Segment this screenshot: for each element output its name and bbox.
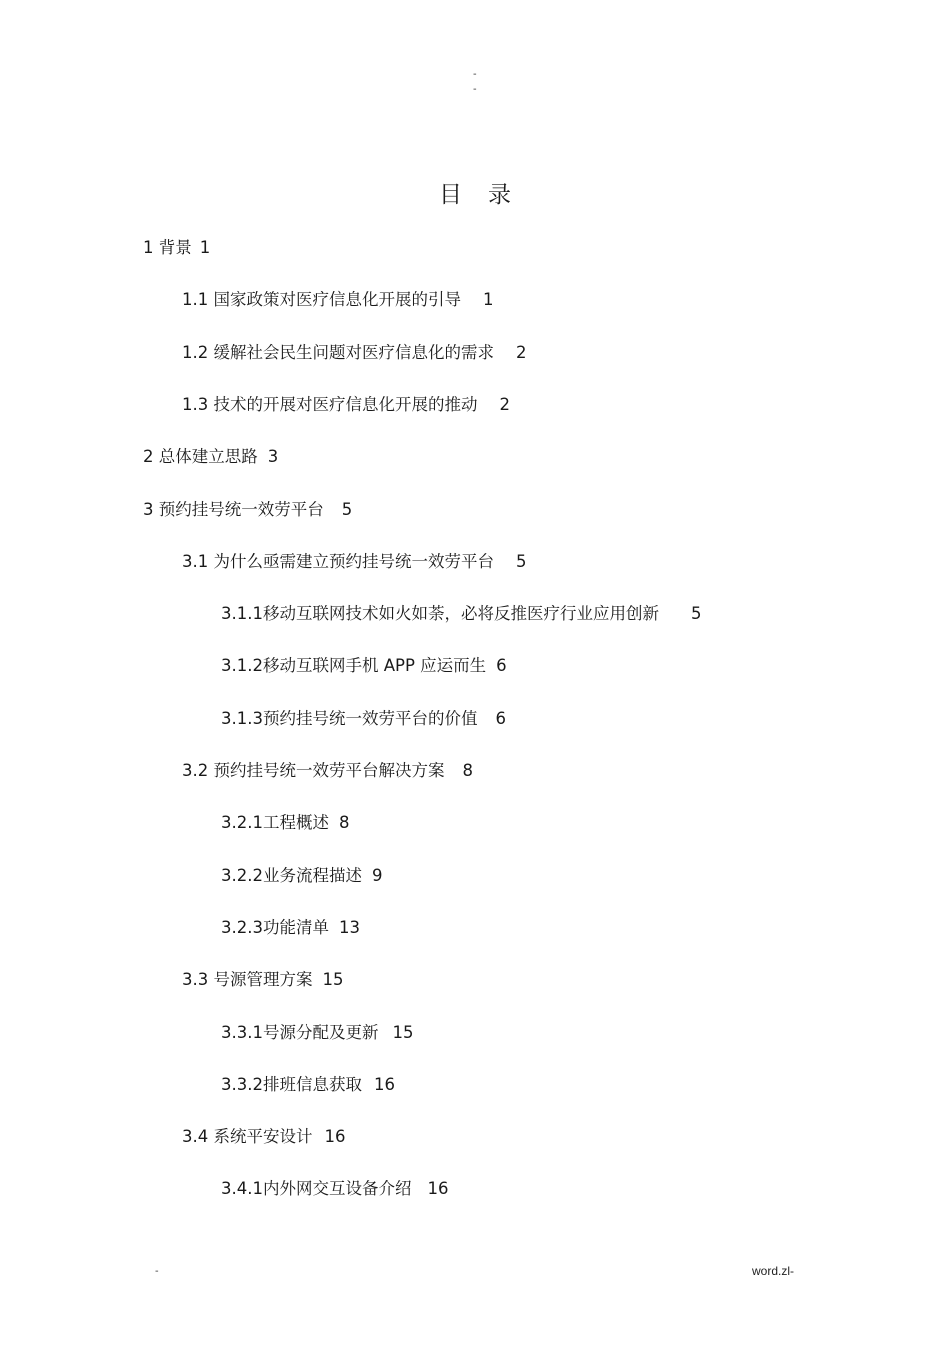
toc-entry-title: 3.1.2移动互联网手机 APP 应运而生 [221, 656, 487, 676]
toc-entry[interactable] [182, 550, 527, 574]
footer-text: word.zl- [752, 1264, 795, 1278]
toc-entry-page: 8 [338, 813, 350, 833]
toc-entry-page: 5 [341, 499, 353, 519]
toc-entry-title: 3.3.2排班信息获取 [221, 1074, 362, 1094]
toc-entry[interactable] [182, 1125, 346, 1149]
toc-entry-page: 2 [499, 394, 510, 414]
toc-entry-page: 5 [516, 551, 527, 571]
toc-entry-title: 3.2 预约挂号统一效劳平台解决方案 [182, 761, 445, 780]
toc-entry-title: 3.3.1号源分配及更新 [221, 1022, 379, 1042]
footer-dash: - [155, 1266, 159, 1277]
toc-entry[interactable] [143, 236, 210, 260]
toc-entry[interactable] [182, 393, 510, 417]
toc-entry-title: 3 预约挂号统一效劳平台 [143, 499, 324, 519]
toc-entry[interactable] [182, 759, 473, 783]
toc-entry-page: 16 [373, 1074, 395, 1094]
toc-entry[interactable] [143, 498, 352, 522]
toc-entry[interactable] [221, 1177, 448, 1201]
header-dash-top: - [473, 69, 477, 80]
toc-entry-title: 1 背景 [143, 238, 192, 257]
toc-entry-title: 1.3 技术的开展对医疗信息化开展的推动 [182, 394, 478, 414]
toc-entry[interactable] [182, 968, 344, 992]
toc-entry[interactable] [143, 445, 278, 469]
toc-entry-title: 1.1 国家政策对医疗信息化开展的引导 [182, 290, 461, 310]
toc-entry[interactable] [221, 1073, 395, 1097]
toc-entry-page: 5 [690, 604, 702, 624]
toc-entry-page: 15 [322, 970, 344, 990]
toc-entry-page: 9 [371, 865, 383, 885]
toc-entry[interactable] [221, 602, 701, 626]
toc-entry[interactable] [221, 916, 360, 940]
toc-entry-title: 3.4 系统平安设计 [182, 1127, 313, 1147]
toc-entry[interactable] [182, 341, 527, 365]
toc-entry-title: 3.1.1移动互联网技术如火如荼，必将反推医疗行业应用创新 [221, 604, 659, 624]
toc-entry-page: 16 [324, 1127, 346, 1147]
toc-entry[interactable] [221, 707, 506, 731]
toc-entry-title: 3.3 号源管理方案 [182, 970, 313, 990]
toc-entry-title: 3.2.1工程概述 [221, 813, 329, 833]
toc-entry-title: 1.2 缓解社会民生问题对医疗信息化的需求 [182, 342, 494, 362]
toc-entry-page: 6 [495, 708, 506, 728]
toc-entry-title: 3.2.2业务流程描述 [221, 865, 362, 885]
toc-entry-title: 3.4.1内外网交互设备介绍 [221, 1179, 412, 1199]
toc-entry-page: 1 [199, 238, 211, 257]
header-dash-bottom: - [473, 84, 477, 95]
toc-entry-page: 2 [516, 342, 527, 362]
toc-entry-title: 3.1.3预约挂号统一效劳平台的价值 [221, 708, 478, 728]
toc-entry-page: 3 [267, 447, 279, 467]
toc-entry[interactable] [221, 811, 349, 835]
toc-entry-page: 15 [392, 1022, 414, 1042]
toc-entry[interactable] [221, 1021, 413, 1045]
toc-entry-title: 3.1 为什么亟需建立预约挂号统一效劳平台 [182, 551, 494, 571]
toc-entry-title: 3.2.3功能清单 [221, 917, 329, 937]
toc-entry-title: 2 总体建立思路 [143, 447, 258, 467]
toc-entry-page: 8 [462, 761, 473, 780]
toc-entry-page: 16 [427, 1179, 449, 1199]
toc-entry-page: 6 [496, 656, 507, 676]
toc-entry[interactable] [221, 654, 507, 678]
toc-entry[interactable] [221, 864, 382, 888]
toc-entry-page: 1 [483, 290, 494, 310]
toc-title: 目录 [439, 182, 537, 208]
toc-entry-page: 13 [338, 917, 360, 937]
toc-entry[interactable] [182, 288, 494, 312]
